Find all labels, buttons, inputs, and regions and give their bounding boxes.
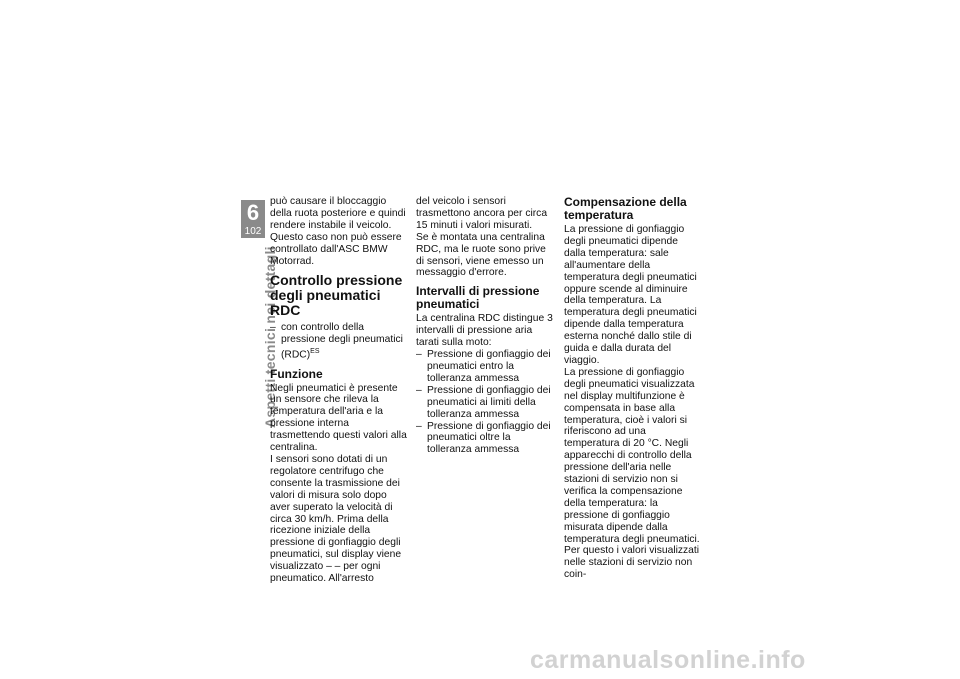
section-heading-rdc: Controllo pressione degli pneumatici RDC: [270, 272, 403, 319]
text-column-3: [564, 196, 702, 581]
subheading-funzione: Funzione: [270, 366, 323, 381]
chapter-badge: [241, 200, 265, 238]
funzione-paragraph-2: I sensori sono dotati di un regolatore centrifugo che consente la trasmissione dei valori di misura solo dopo aver superato la velocità di circa 30 km/h. Prima della ricezione iniziale della pressione di gonfiaggio degli pneumatici, sul display viene visualizzato – – per ogni pneumatico. All'arresto: [270, 454, 402, 585]
text-column-1: [270, 196, 408, 585]
intervalli-intro: La centralina RDC distingue 3 intervalli di pressione aria tarati sulla moto:: [416, 313, 553, 349]
list-item: – Pressione di gonfiaggio dei pneumatici entro la tolleranza ammessa: [416, 349, 554, 385]
text-column-2: [416, 196, 554, 456]
list-item: – Pressione di gonfiaggio dei pneumatici oltre la tolleranza ammessa: [416, 421, 554, 457]
subheading-compensazione: Compensazione della temperatura: [564, 195, 687, 222]
funzione-paragraph-1: Negli pneumatici è presente un sensore che rileva la temperatura dell'aria e la pressione interna trasmettendo questi valori alla centralina.: [270, 382, 407, 454]
col2-paragraph-2: Se è montata una centralina RDC, ma le ruote sono prive di sensori, viene emesso un messaggio d'errore.: [416, 231, 546, 279]
list-item: – Pressione di gonfiaggio dei pneumatici ai limiti della tolleranza ammessa: [416, 385, 554, 421]
page-number: 102: [244, 226, 262, 237]
rdc-item-text: con controllo della pressione degli pneumatici (RDC): [281, 322, 403, 361]
compensazione-paragraph-1: La pressione di gonfiaggio degli pneumatici dipende dalla temperatura: sale all'aumentare della temperatura degli pneumatici oppure scende al diminuire della temperatura. La temperatura degli pneumatici dipende dalla temperatura esterna nonché dallo stile di guida e dalla durata del viaggio.: [564, 224, 697, 366]
rdc-item-superscript: ES: [310, 348, 320, 356]
subheading-intervalli: Intervalli di pressione pneumatici: [416, 284, 540, 312]
rdc-equipment-item: [270, 322, 408, 361]
intro-paragraph: può causare il bloccaggio della ruota posteriore e quindi rendere instabile il veicolo. Questo caso non può essere controllato dall'ASC BMW Motorrad.: [270, 196, 406, 267]
compensazione-paragraph-2: La pressione di gonfiaggio degli pneumatici visualizzata nel display multifunzione è compensata in base alla temperatura, cioè i valori si riferiscono ad una temperatura di 20 °C. Negli apparecchi di controllo della pressione dell'aria nelle stazioni di servizio non si verifica la compensazione della temperatura: la pressione di gonfiaggio misurata dipende dalla temperatura degli pneumatici. Per questo i valori visualizzati nelle stazioni di servizio non coin-: [564, 366, 700, 581]
col2-paragraph-1: del veicolo i sensori trasmettono ancora per circa 15 minuti i valori misurati.: [416, 196, 548, 231]
chapter-sidebar-title: Aspetti tecnici nei dettagli: [262, 246, 278, 428]
chapter-number: 6: [246, 200, 260, 225]
site-watermark: carmanualsonline.info: [530, 646, 806, 674]
